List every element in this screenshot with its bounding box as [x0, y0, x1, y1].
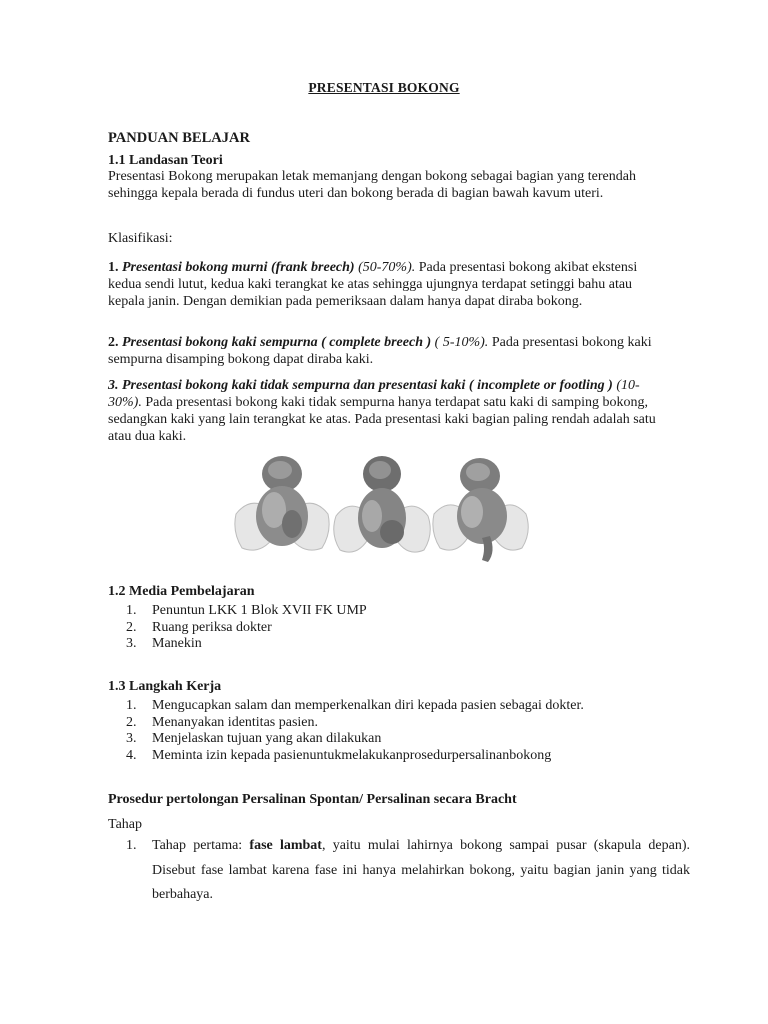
prosedur-heading: Prosedur pertolongan Persalinan Spontan/ Persalinan secara Bracht [108, 792, 517, 807]
list-item: 1. Mengucapkan salam dan memperkenalkan diri kepada pasien sebagai dokter. [140, 698, 690, 715]
section-heading-1-3: 1.3 Langkah Kerja [108, 679, 222, 694]
klasifikasi-item-1 [108, 259, 658, 310]
item-percentage: (50-70%). [358, 260, 416, 275]
fetus-frank-breech-image [235, 456, 329, 550]
list-item: 2. Ruang periksa dokter [140, 620, 690, 637]
klasifikasi-item-2 [108, 334, 658, 368]
item-text: Pada presentasi bokong kaki sempurna disamping bokong dapat diraba kaki. [108, 335, 652, 367]
document-title: PRESENTASI BOKONG [308, 80, 460, 95]
step-prefix: Tahap pertama: [152, 838, 250, 853]
fetus-footling-breech-image [433, 458, 528, 562]
breech-presentation-illustration [232, 452, 532, 570]
item-lead: Presentasi bokong kaki sempurna ( complete breech ) [122, 335, 432, 350]
tahap-item-1 [140, 834, 690, 908]
item-number: 3. [108, 378, 119, 393]
item-lead: Presentasi bokong kaki tidak sempurna dan presentasi kaki ( incomplete or footling ) [122, 378, 613, 393]
klasifikasi-item-3 [108, 377, 658, 445]
item-percentage: (10-30%). [108, 378, 640, 410]
step-description: , yaitu mulai lahirnya bokong sampai pusar (skapula depan). Disebut fase lambat karena fase ini hanya melahirkan bokong, yaitu bagian janin yang tidak berbahaya. [152, 838, 690, 902]
media-pembelajaran-list [108, 603, 690, 653]
fetus-complete-breech-image [334, 456, 431, 552]
item-percentage: ( 5-10%). [434, 335, 489, 350]
item-lead: Presentasi bokong murni (frank breech) [122, 260, 355, 275]
list-item: 1. Penuntun LKK 1 Blok XVII FK UMP [140, 603, 690, 620]
tahap-list [108, 834, 690, 908]
step-bold-term: fase lambat [249, 838, 322, 853]
section-heading-panduan: PANDUAN BELAJAR [108, 130, 250, 146]
list-item: 3. Manekin [140, 636, 690, 653]
item-number: 2. [108, 335, 119, 350]
section-heading-1-2: 1.2 Media Pembelajaran [108, 584, 255, 599]
klasifikasi-label: Klasifikasi: [108, 231, 173, 246]
item-number: 1. [108, 260, 119, 275]
section-heading-1-1: 1.1 Landasan Teori [108, 153, 223, 168]
item-text: Pada presentasi bokong kaki tidak sempurna hanya terdapat satu kaki di samping bokong, sedangkan kaki yang lain terangkat ke atas. Pada presentasi kaki bagian paling rendah adalah satu atau dua kaki. [108, 395, 656, 444]
landasan-teori-paragraph: Presentasi Bokong merupakan letak memanjang dengan bokong sebagai bagian yang terendah sehingga kepala berada di fundus uteri dan bokong berada di bagian bawah kavum uteri. [108, 169, 636, 201]
item-text: Pada presentasi bokong akibat ekstensi kedua sendi lutut, kedua kaki terangkat ke atas sehingga ujungnya terdapat setinggi bahu atau kepala janin. Dengan demikian pada pemeriksaan dalam hanya dapat diraba bokong. [108, 260, 638, 309]
list-item: 3. Menjelaskan tujuan yang akan dilakukan [140, 731, 690, 748]
langkah-kerja-list [108, 698, 690, 764]
list-item: 2. Menanyakan identitas pasien. [140, 715, 690, 732]
tahap-label: Tahap [108, 817, 143, 832]
list-item: 4. Meminta izin kepada pasienuntukmelakukanprosedurpersalinanbokong [140, 748, 690, 765]
